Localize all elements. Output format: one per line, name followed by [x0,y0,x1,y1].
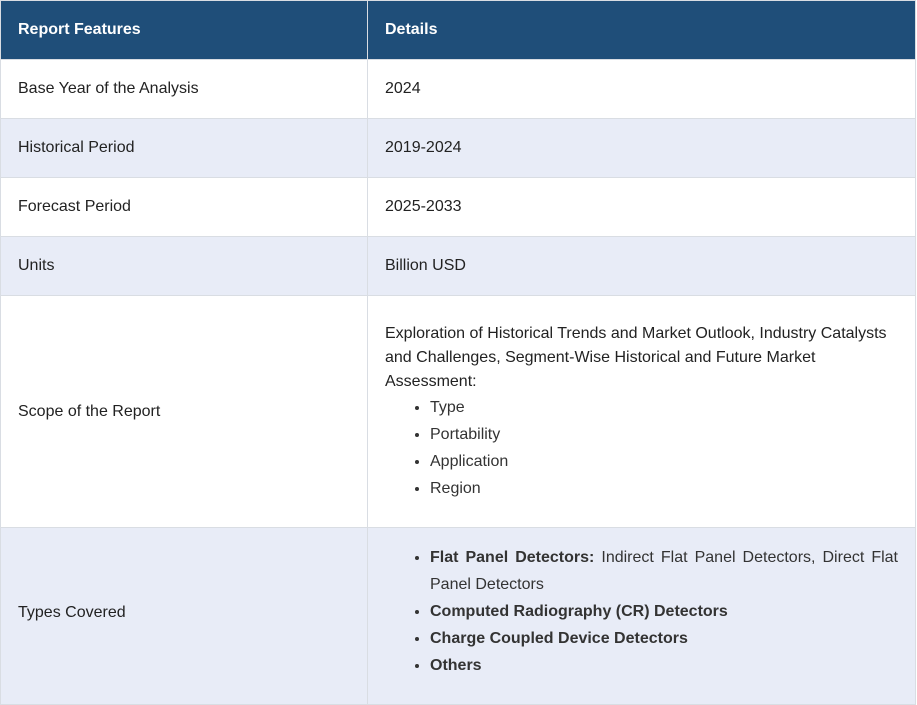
row-label: Base Year of the Analysis [1,60,368,119]
list-item [430,625,898,652]
type-detail: Indirect Flat Panel Detectors, Direct Flat Panel Detectors [430,549,898,593]
list-item [430,652,898,679]
table-row [1,237,916,296]
type-name: Charge Coupled Device Detectors [430,630,688,647]
list-item [430,598,898,625]
table-row [1,296,916,528]
row-label: Historical Period [1,119,368,178]
list-item: • Type [430,394,898,421]
row-value: 2025-2033 [368,178,916,237]
list-item: • Region [430,475,898,502]
scope-cell [368,296,916,528]
list-item [430,544,898,598]
types-list [385,528,898,679]
scope-list [385,394,898,502]
list-item: • Application [430,448,898,475]
type-name: Others [430,657,482,674]
row-label: Forecast Period [1,178,368,237]
table-row [1,119,916,178]
header-details: Details [368,1,916,60]
row-value: 2019-2024 [368,119,916,178]
type-name: Flat Panel Detectors: [430,549,595,566]
table-row [1,60,916,119]
table-header-row [1,1,916,60]
row-value: 2024 [368,60,916,119]
row-value: Billion USD [368,237,916,296]
row-label: Units [1,237,368,296]
types-cell [368,528,916,705]
table-row [1,178,916,237]
table-row [1,528,916,705]
type-name: Computed Radiography (CR) Detectors [430,603,728,620]
scope-description: Exploration of Historical Trends and Market Outlook, Industry Catalysts and Challenges, Segment-Wise Historical and Future Market Assessment: [385,324,887,390]
header-report-features: Report Features [1,1,368,60]
list-item: • Portability [430,421,898,448]
row-label: Scope of the Report [1,296,368,528]
row-label: Types Covered [1,528,368,705]
